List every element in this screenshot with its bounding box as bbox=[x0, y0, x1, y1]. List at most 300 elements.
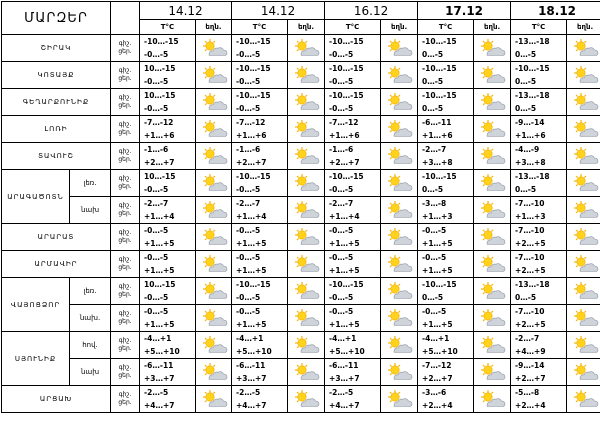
weather-cell bbox=[288, 116, 325, 143]
night-temperature: -9…-14 bbox=[515, 116, 566, 129]
sun-behind-cloud-icon bbox=[384, 119, 414, 138]
region-name: ՇԻՐԱԿ bbox=[2, 35, 111, 62]
sun-behind-cloud-icon bbox=[477, 227, 507, 246]
temperature-cell bbox=[232, 278, 288, 305]
day-temperature: +5…+10 bbox=[422, 345, 473, 358]
day-temperature: 0…-5 bbox=[515, 183, 566, 196]
period-labels bbox=[111, 251, 140, 278]
night-temperature: -7…-12 bbox=[329, 116, 380, 129]
day-temperature: +3…+8 bbox=[422, 156, 473, 169]
temperature-cell bbox=[232, 89, 288, 116]
temperature-cell bbox=[418, 224, 474, 251]
night-temperature: -2…-7 bbox=[329, 197, 380, 210]
sun-behind-cloud-icon bbox=[199, 335, 229, 354]
sun-behind-cloud-icon bbox=[570, 173, 600, 192]
temperature-cell bbox=[140, 359, 196, 386]
night-temperature: -7…-10 bbox=[515, 224, 566, 237]
day-temperature: +1…+6 bbox=[236, 129, 287, 142]
night-label: գիշ. bbox=[111, 391, 139, 399]
weather-cell bbox=[381, 89, 418, 116]
sun-behind-cloud-icon bbox=[384, 362, 414, 381]
weather-cell bbox=[196, 224, 232, 251]
weather-cell bbox=[288, 170, 325, 197]
temperature-cell bbox=[418, 89, 474, 116]
day-label: ցեր. bbox=[111, 291, 139, 299]
weather-cell bbox=[381, 170, 418, 197]
day-temperature: +5…+10 bbox=[329, 345, 380, 358]
temperature-cell bbox=[232, 359, 288, 386]
day-temperature: +1…+5 bbox=[144, 264, 195, 277]
temperature-cell bbox=[232, 143, 288, 170]
sun-behind-cloud-icon bbox=[291, 308, 321, 327]
period-header bbox=[111, 2, 140, 35]
temperature-cell bbox=[140, 305, 196, 332]
day-temperature: +2…+7 bbox=[329, 156, 380, 169]
period-labels bbox=[111, 62, 140, 89]
night-temperature: -10…-15 bbox=[329, 62, 380, 75]
weather-cell bbox=[288, 35, 325, 62]
day-temperature: +1…+4 bbox=[236, 210, 287, 223]
weather-cell bbox=[196, 89, 232, 116]
sun-behind-cloud-icon bbox=[291, 200, 321, 219]
sun-behind-cloud-icon bbox=[570, 227, 600, 246]
temperature-cell bbox=[140, 251, 196, 278]
table-row bbox=[2, 116, 600, 143]
temperature-cell bbox=[325, 386, 381, 413]
table-row bbox=[2, 35, 600, 62]
weather-cell bbox=[567, 62, 600, 89]
sun-behind-cloud-icon bbox=[384, 146, 414, 165]
temperature-cell bbox=[418, 332, 474, 359]
sun-behind-cloud-icon bbox=[477, 389, 507, 408]
period-labels bbox=[111, 332, 140, 359]
weather-column-header: եղն. bbox=[567, 20, 600, 35]
weather-cell bbox=[567, 386, 600, 413]
temperature-cell bbox=[140, 332, 196, 359]
period-labels bbox=[111, 224, 140, 251]
period-labels bbox=[111, 170, 140, 197]
night-temperature: -10…-15 bbox=[329, 170, 380, 183]
temperature-cell bbox=[325, 224, 381, 251]
weather-column-header: եղն. bbox=[474, 20, 511, 35]
period-labels bbox=[111, 116, 140, 143]
day-temperature: -0…-5 bbox=[144, 75, 195, 88]
day-temperature: -0…-5 bbox=[236, 183, 287, 196]
weather-cell bbox=[381, 62, 418, 89]
sun-behind-cloud-icon bbox=[570, 65, 600, 84]
sun-behind-cloud-icon bbox=[477, 335, 507, 354]
weather-cell bbox=[196, 197, 232, 224]
day-temperature: +2…+7 bbox=[515, 372, 566, 385]
date-header: 17.12 bbox=[418, 2, 511, 20]
weather-cell bbox=[474, 197, 511, 224]
weather-cell bbox=[196, 143, 232, 170]
weather-cell bbox=[196, 305, 232, 332]
night-temperature: -2…-7 bbox=[236, 197, 287, 210]
day-temperature: +1…+6 bbox=[422, 129, 473, 142]
sun-behind-cloud-icon bbox=[477, 362, 507, 381]
sun-behind-cloud-icon bbox=[199, 146, 229, 165]
night-temperature: -13…-18 bbox=[515, 170, 566, 183]
weather-cell bbox=[567, 359, 600, 386]
night-temperature: -0…-5 bbox=[329, 224, 380, 237]
period-labels bbox=[111, 143, 140, 170]
weather-cell bbox=[474, 62, 511, 89]
night-temperature: -2…-5 bbox=[144, 386, 195, 399]
weather-cell bbox=[288, 278, 325, 305]
night-label: գիշ. bbox=[111, 175, 139, 183]
weather-cell bbox=[288, 359, 325, 386]
table-row bbox=[2, 143, 600, 170]
night-temperature: -10…-15 bbox=[236, 170, 287, 183]
weather-cell bbox=[196, 62, 232, 89]
day-temperature: +2…+5 bbox=[515, 318, 566, 331]
day-temperature: 0…-5 bbox=[422, 102, 473, 115]
weather-cell bbox=[288, 197, 325, 224]
day-temperature: -0…-5 bbox=[329, 102, 380, 115]
sun-behind-cloud-icon bbox=[570, 335, 600, 354]
night-temperature: -4…-9 bbox=[515, 143, 566, 156]
day-temperature: +4…+9 bbox=[515, 345, 566, 358]
temperature-cell bbox=[511, 35, 567, 62]
night-temperature: -2…-7 bbox=[515, 332, 566, 345]
temperature-column-header: T°C bbox=[140, 20, 196, 35]
temperature-cell bbox=[511, 251, 567, 278]
weather-cell bbox=[567, 143, 600, 170]
day-temperature: 0…-5 bbox=[422, 183, 473, 196]
sun-behind-cloud-icon bbox=[199, 254, 229, 273]
sun-behind-cloud-icon bbox=[570, 38, 600, 57]
temperature-column-header: T°C bbox=[232, 20, 288, 35]
weather-cell bbox=[288, 305, 325, 332]
day-label: ցեր. bbox=[111, 102, 139, 110]
temperature-cell bbox=[511, 278, 567, 305]
sun-behind-cloud-icon bbox=[570, 362, 600, 381]
day-label: ցեր. bbox=[111, 183, 139, 191]
night-temperature: -3…-6 bbox=[422, 386, 473, 399]
weather-cell bbox=[381, 278, 418, 305]
night-temperature: -7…-10 bbox=[515, 305, 566, 318]
night-temperature: -10…-15 bbox=[422, 170, 473, 183]
day-temperature: 0…-5 bbox=[515, 48, 566, 61]
date-header: 14.12 bbox=[232, 2, 325, 20]
forecast-rows bbox=[2, 35, 600, 413]
weather-cell bbox=[567, 305, 600, 332]
night-temperature: -9…-14 bbox=[515, 359, 566, 372]
night-temperature: -0…-5 bbox=[144, 224, 195, 237]
night-label: գիշ. bbox=[111, 202, 139, 210]
weather-cell bbox=[381, 116, 418, 143]
temperature-cell bbox=[325, 332, 381, 359]
table-row bbox=[2, 89, 600, 116]
weather-cell bbox=[474, 251, 511, 278]
day-label: ցեր. bbox=[111, 399, 139, 407]
sun-behind-cloud-icon bbox=[570, 254, 600, 273]
day-temperature: +4…+7 bbox=[329, 399, 380, 412]
night-temperature: -5…-8 bbox=[515, 386, 566, 399]
day-temperature: +1…+5 bbox=[329, 264, 380, 277]
temperature-cell bbox=[232, 116, 288, 143]
night-temperature: -4…+1 bbox=[329, 332, 380, 345]
weather-cell bbox=[196, 170, 232, 197]
day-temperature: +1…+4 bbox=[329, 210, 380, 223]
temperature-cell bbox=[511, 62, 567, 89]
day-temperature: +1…+6 bbox=[329, 129, 380, 142]
night-label: գիշ. bbox=[111, 67, 139, 75]
temperature-cell bbox=[140, 116, 196, 143]
day-temperature: +1…+5 bbox=[236, 264, 287, 277]
night-temperature: -2…-5 bbox=[236, 386, 287, 399]
sun-behind-cloud-icon bbox=[477, 308, 507, 327]
temperature-cell bbox=[140, 197, 196, 224]
weather-column-header: եղն. bbox=[196, 20, 232, 35]
day-temperature: +2…+5 bbox=[515, 264, 566, 277]
sun-behind-cloud-icon bbox=[384, 173, 414, 192]
day-temperature: +2…+7 bbox=[144, 156, 195, 169]
temperature-cell bbox=[418, 197, 474, 224]
sun-behind-cloud-icon bbox=[384, 389, 414, 408]
temperature-cell bbox=[232, 170, 288, 197]
day-label: ցեր. bbox=[111, 237, 139, 245]
day-temperature: +1…+5 bbox=[329, 237, 380, 250]
night-temperature: -2…-7 bbox=[422, 143, 473, 156]
table-row bbox=[2, 197, 600, 224]
temperature-column-header: T°C bbox=[511, 20, 567, 35]
day-temperature: -0…-5 bbox=[329, 183, 380, 196]
temperature-cell bbox=[140, 35, 196, 62]
night-temperature: -4…+1 bbox=[422, 332, 473, 345]
night-temperature: -0…-5 bbox=[329, 305, 380, 318]
weather-cell bbox=[567, 89, 600, 116]
temperature-cell bbox=[511, 89, 567, 116]
temperature-cell bbox=[232, 332, 288, 359]
sun-behind-cloud-icon bbox=[477, 38, 507, 57]
night-temperature: 10…-15 bbox=[144, 170, 195, 183]
night-label: գիշ. bbox=[111, 310, 139, 318]
temperature-cell bbox=[418, 143, 474, 170]
night-temperature: -2…-5 bbox=[329, 386, 380, 399]
day-label: ցեր. bbox=[111, 75, 139, 83]
weather-cell bbox=[567, 332, 600, 359]
sun-behind-cloud-icon bbox=[291, 227, 321, 246]
weather-cell bbox=[196, 35, 232, 62]
day-temperature: -0…-5 bbox=[329, 48, 380, 61]
sun-behind-cloud-icon bbox=[199, 200, 229, 219]
sun-behind-cloud-icon bbox=[570, 389, 600, 408]
weather-column-header: եղն. bbox=[381, 20, 418, 35]
night-temperature: -7…-12 bbox=[236, 116, 287, 129]
subzone-label: նախ. bbox=[70, 305, 111, 332]
weather-cell bbox=[381, 386, 418, 413]
night-temperature: -10…-15 bbox=[422, 89, 473, 102]
sun-behind-cloud-icon bbox=[477, 119, 507, 138]
date-header: 18.12 bbox=[511, 2, 600, 20]
day-temperature: 0…-5 bbox=[422, 48, 473, 61]
subzone-label: լեռ. bbox=[70, 170, 111, 197]
night-temperature: -10…-15 bbox=[329, 278, 380, 291]
sun-behind-cloud-icon bbox=[570, 308, 600, 327]
sun-behind-cloud-icon bbox=[384, 38, 414, 57]
table-row bbox=[2, 170, 600, 197]
night-temperature: -0…-5 bbox=[236, 224, 287, 237]
day-label: ցեր. bbox=[111, 372, 139, 380]
day-temperature: +1…+3 bbox=[422, 210, 473, 223]
sun-behind-cloud-icon bbox=[477, 200, 507, 219]
sun-behind-cloud-icon bbox=[199, 38, 229, 57]
day-temperature: 0…-5 bbox=[515, 291, 566, 304]
weather-cell bbox=[567, 224, 600, 251]
temperature-cell bbox=[140, 170, 196, 197]
sun-behind-cloud-icon bbox=[570, 281, 600, 300]
weather-cell bbox=[288, 332, 325, 359]
period-labels bbox=[111, 305, 140, 332]
night-label: գիշ. bbox=[111, 40, 139, 48]
temperature-cell bbox=[511, 386, 567, 413]
night-temperature: -0…-5 bbox=[236, 251, 287, 264]
temperature-cell bbox=[511, 332, 567, 359]
sun-behind-cloud-icon bbox=[199, 227, 229, 246]
night-temperature: -6…-11 bbox=[144, 359, 195, 372]
sun-behind-cloud-icon bbox=[291, 119, 321, 138]
day-temperature: 0…-5 bbox=[422, 291, 473, 304]
night-temperature: -6…-11 bbox=[329, 359, 380, 372]
day-temperature: +1…+5 bbox=[422, 237, 473, 250]
night-temperature: -10…-15 bbox=[422, 35, 473, 48]
night-label: գիշ. bbox=[111, 256, 139, 264]
night-temperature: -0…-5 bbox=[329, 251, 380, 264]
sun-behind-cloud-icon bbox=[199, 362, 229, 381]
temperature-cell bbox=[511, 116, 567, 143]
night-temperature: -1…-6 bbox=[329, 143, 380, 156]
night-temperature: -7…-12 bbox=[144, 116, 195, 129]
weather-cell bbox=[288, 62, 325, 89]
table-row bbox=[2, 62, 600, 89]
region-name: ՍՅՈՒՆԻՔ bbox=[2, 332, 70, 386]
sun-behind-cloud-icon bbox=[291, 254, 321, 273]
weather-cell bbox=[381, 35, 418, 62]
sun-behind-cloud-icon bbox=[570, 119, 600, 138]
day-temperature: 0…-5 bbox=[422, 75, 473, 88]
night-label: գիշ. bbox=[111, 229, 139, 237]
sun-behind-cloud-icon bbox=[384, 308, 414, 327]
period-labels bbox=[111, 278, 140, 305]
region-name: ԼՈՌԻ bbox=[2, 116, 111, 143]
temperature-cell bbox=[511, 143, 567, 170]
temperature-cell bbox=[325, 305, 381, 332]
sun-behind-cloud-icon bbox=[291, 92, 321, 111]
night-temperature: -4…+1 bbox=[144, 332, 195, 345]
weather-cell bbox=[381, 305, 418, 332]
night-temperature: -4…+1 bbox=[236, 332, 287, 345]
day-temperature: -0…-5 bbox=[144, 291, 195, 304]
subzone-label: հով. bbox=[70, 332, 111, 359]
sun-behind-cloud-icon bbox=[477, 146, 507, 165]
subzone-label: նախ bbox=[70, 197, 111, 224]
sun-behind-cloud-icon bbox=[199, 119, 229, 138]
night-temperature: -6…-11 bbox=[422, 116, 473, 129]
day-temperature: +1…+4 bbox=[144, 210, 195, 223]
temperature-cell bbox=[325, 170, 381, 197]
date-header: 14.12 bbox=[140, 2, 232, 20]
temperature-cell bbox=[140, 143, 196, 170]
night-temperature: -13…-18 bbox=[515, 35, 566, 48]
day-label: ցեր. bbox=[111, 345, 139, 353]
weather-forecast-table bbox=[1, 1, 600, 413]
day-label: ցեր. bbox=[111, 48, 139, 56]
night-temperature: -10…-15 bbox=[236, 278, 287, 291]
night-temperature: -13…-18 bbox=[515, 278, 566, 291]
table-row bbox=[2, 278, 600, 305]
region-name: ԱՐԱԳԱԾՈՏՆ bbox=[2, 170, 70, 224]
temperature-cell bbox=[325, 359, 381, 386]
day-temperature: -0…-5 bbox=[236, 102, 287, 115]
sun-behind-cloud-icon bbox=[477, 92, 507, 111]
day-temperature: 0…-5 bbox=[515, 75, 566, 88]
region-name: ԱՐՑԱԽ bbox=[2, 386, 111, 413]
night-temperature: 10…-15 bbox=[144, 278, 195, 291]
weather-cell bbox=[474, 332, 511, 359]
temperature-cell bbox=[418, 305, 474, 332]
day-temperature: -0…-5 bbox=[236, 48, 287, 61]
sun-behind-cloud-icon bbox=[570, 146, 600, 165]
sun-behind-cloud-icon bbox=[199, 92, 229, 111]
table-row bbox=[2, 386, 600, 413]
table-row bbox=[2, 332, 600, 359]
day-temperature: +1…+5 bbox=[236, 237, 287, 250]
temperature-cell bbox=[511, 359, 567, 386]
weather-cell bbox=[381, 251, 418, 278]
weather-cell bbox=[196, 359, 232, 386]
night-temperature: -0…-5 bbox=[144, 251, 195, 264]
weather-cell bbox=[474, 305, 511, 332]
night-temperature: -10…-15 bbox=[236, 62, 287, 75]
day-temperature: +1…+5 bbox=[422, 264, 473, 277]
night-label: գիշ. bbox=[111, 94, 139, 102]
weather-cell bbox=[288, 386, 325, 413]
weather-cell bbox=[567, 197, 600, 224]
temperature-column-header: T°C bbox=[325, 20, 381, 35]
day-temperature: +4…+7 bbox=[236, 399, 287, 412]
day-temperature: +1…+3 bbox=[515, 210, 566, 223]
temperature-cell bbox=[232, 224, 288, 251]
weather-cell bbox=[474, 89, 511, 116]
day-temperature: -0…-5 bbox=[144, 48, 195, 61]
day-temperature: -0…-5 bbox=[144, 183, 195, 196]
night-temperature: -10…-15 bbox=[329, 35, 380, 48]
sun-behind-cloud-icon bbox=[291, 173, 321, 192]
temperature-cell bbox=[418, 359, 474, 386]
day-temperature: +1…+6 bbox=[144, 129, 195, 142]
night-temperature: -10…-15 bbox=[236, 89, 287, 102]
subzone-label: նախ bbox=[70, 359, 111, 386]
sun-behind-cloud-icon bbox=[199, 308, 229, 327]
region-name: ԱՐԱՐԱՏ bbox=[2, 224, 111, 251]
day-temperature: +1…+5 bbox=[236, 318, 287, 331]
night-temperature: -7…-10 bbox=[515, 197, 566, 210]
period-labels bbox=[111, 35, 140, 62]
temperature-cell bbox=[325, 35, 381, 62]
day-temperature: +2…+5 bbox=[515, 237, 566, 250]
weather-cell bbox=[381, 332, 418, 359]
day-temperature: +2…+7 bbox=[422, 372, 473, 385]
weather-cell bbox=[567, 35, 600, 62]
sun-behind-cloud-icon bbox=[291, 362, 321, 381]
temperature-cell bbox=[418, 251, 474, 278]
weather-cell bbox=[288, 224, 325, 251]
temperature-cell bbox=[140, 278, 196, 305]
day-temperature: 0…-5 bbox=[515, 102, 566, 115]
night-temperature: -0…-5 bbox=[236, 305, 287, 318]
